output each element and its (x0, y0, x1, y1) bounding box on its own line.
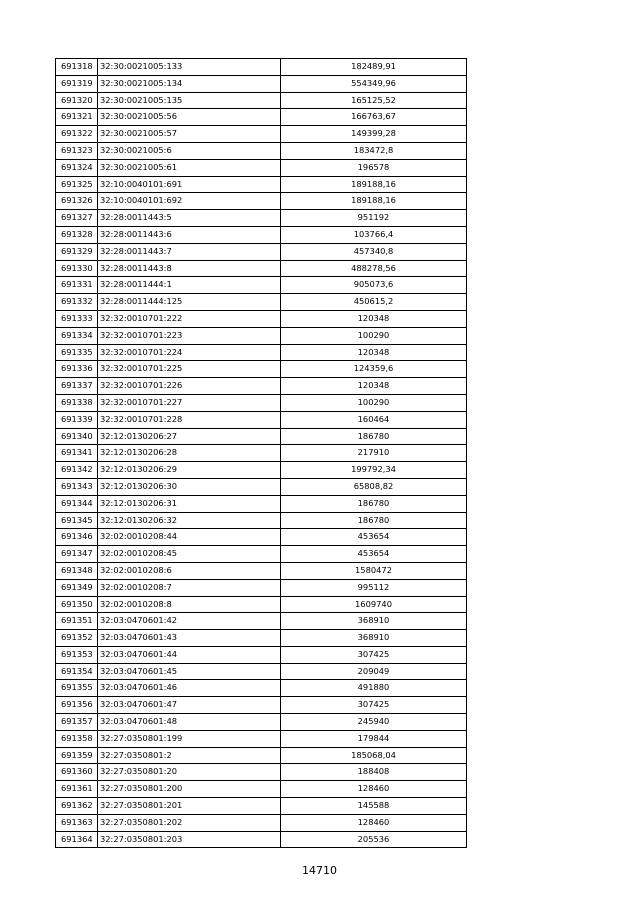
page-number: 14710 (302, 864, 337, 877)
row-id-cell: 691337 (56, 378, 98, 395)
table-row (56, 294, 467, 311)
value-cell: 189188,16 (281, 176, 467, 193)
value-cell: 951192 (281, 210, 467, 227)
row-id-cell: 691354 (56, 663, 98, 680)
row-id-cell: 691323 (56, 142, 98, 159)
table-row (56, 75, 467, 92)
cadastral-number-cell: 32:30:0021005:56 (98, 109, 281, 126)
table-row (56, 714, 467, 731)
cadastral-number-cell: 32:30:0021005:133 (98, 59, 281, 76)
cadastral-number-cell: 32:30:0021005:134 (98, 75, 281, 92)
cadastral-number-cell: 32:03:0470601:44 (98, 646, 281, 663)
value-cell: 185068,04 (281, 747, 467, 764)
value-cell: 307425 (281, 697, 467, 714)
value-cell: 995112 (281, 579, 467, 596)
value-cell: 120348 (281, 310, 467, 327)
row-id-cell: 691351 (56, 613, 98, 630)
row-id-cell: 691329 (56, 243, 98, 260)
row-id-cell: 691321 (56, 109, 98, 126)
table-row (56, 646, 467, 663)
row-id-cell: 691357 (56, 714, 98, 731)
table-row (56, 327, 467, 344)
cadastral-number-cell: 32:27:0350801:199 (98, 730, 281, 747)
cadastral-number-cell: 32:32:0010701:226 (98, 378, 281, 395)
table-row (56, 579, 467, 596)
cadastral-number-cell: 32:02:0010208:6 (98, 562, 281, 579)
value-cell: 166763,67 (281, 109, 467, 126)
cadastral-number-cell: 32:10:0040101:692 (98, 193, 281, 210)
cadastral-number-cell: 32:12:0130206:27 (98, 428, 281, 445)
cadastral-number-cell: 32:32:0010701:227 (98, 394, 281, 411)
cadastral-number-cell: 32:03:0470601:42 (98, 613, 281, 630)
value-cell: 186780 (281, 495, 467, 512)
table-row (56, 142, 467, 159)
row-id-cell: 691336 (56, 361, 98, 378)
value-cell: 103766,4 (281, 226, 467, 243)
row-id-cell: 691352 (56, 630, 98, 647)
value-cell: 128460 (281, 814, 467, 831)
cadastral-number-cell: 32:02:0010208:45 (98, 546, 281, 563)
table-row (56, 630, 467, 647)
value-cell: 160464 (281, 411, 467, 428)
row-id-cell: 691326 (56, 193, 98, 210)
table-row (56, 495, 467, 512)
row-id-cell: 691320 (56, 92, 98, 109)
table-row (56, 193, 467, 210)
value-cell: 124359,6 (281, 361, 467, 378)
value-cell: 1580472 (281, 562, 467, 579)
table-row (56, 596, 467, 613)
table-row (56, 730, 467, 747)
row-id-cell: 691322 (56, 126, 98, 143)
value-cell: 205536 (281, 831, 467, 848)
value-cell: 188408 (281, 764, 467, 781)
row-id-cell: 691319 (56, 75, 98, 92)
table-row (56, 260, 467, 277)
cadastral-number-cell: 32:32:0010701:228 (98, 411, 281, 428)
table-row (56, 613, 467, 630)
table-row (56, 126, 467, 143)
cadastral-number-cell: 32:32:0010701:223 (98, 327, 281, 344)
row-id-cell: 691349 (56, 579, 98, 596)
table-row (56, 59, 467, 76)
cadastral-number-cell: 32:28:0011444:1 (98, 277, 281, 294)
cadastral-number-cell: 32:02:0010208:7 (98, 579, 281, 596)
cadastral-number-cell: 32:12:0130206:31 (98, 495, 281, 512)
table-row (56, 798, 467, 815)
row-id-cell: 691364 (56, 831, 98, 848)
table-row (56, 445, 467, 462)
row-id-cell: 691359 (56, 747, 98, 764)
cadastral-number-cell: 32:03:0470601:48 (98, 714, 281, 731)
cadastral-number-cell: 32:27:0350801:201 (98, 798, 281, 815)
row-id-cell: 691356 (56, 697, 98, 714)
value-cell: 368910 (281, 613, 467, 630)
table-row (56, 310, 467, 327)
cadastral-number-cell: 32:03:0470601:45 (98, 663, 281, 680)
row-id-cell: 691327 (56, 210, 98, 227)
cadastral-number-cell: 32:28:0011443:5 (98, 210, 281, 227)
row-id-cell: 691347 (56, 546, 98, 563)
cadastral-number-cell: 32:27:0350801:200 (98, 781, 281, 798)
table-row (56, 210, 467, 227)
cadastral-number-cell: 32:02:0010208:44 (98, 529, 281, 546)
value-cell: 120348 (281, 378, 467, 395)
cadastral-number-cell: 32:12:0130206:32 (98, 512, 281, 529)
row-id-cell: 691350 (56, 596, 98, 613)
value-cell: 186780 (281, 512, 467, 529)
table-row (56, 277, 467, 294)
cadastral-number-cell: 32:32:0010701:224 (98, 344, 281, 361)
value-cell: 186780 (281, 428, 467, 445)
value-cell: 368910 (281, 630, 467, 647)
cadastral-number-cell: 32:32:0010701:225 (98, 361, 281, 378)
row-id-cell: 691335 (56, 344, 98, 361)
value-cell: 65808,82 (281, 478, 467, 495)
row-id-cell: 691342 (56, 462, 98, 479)
row-id-cell: 691346 (56, 529, 98, 546)
row-id-cell: 691353 (56, 646, 98, 663)
table-row (56, 109, 467, 126)
cadastral-number-cell: 32:27:0350801:203 (98, 831, 281, 848)
table-row (56, 462, 467, 479)
cadastral-number-cell: 32:03:0470601:47 (98, 697, 281, 714)
value-cell: 100290 (281, 327, 467, 344)
value-cell: 307425 (281, 646, 467, 663)
row-id-cell: 691338 (56, 394, 98, 411)
row-id-cell: 691332 (56, 294, 98, 311)
cadastral-number-cell: 32:30:0021005:57 (98, 126, 281, 143)
value-cell: 905073,6 (281, 277, 467, 294)
table-row (56, 243, 467, 260)
value-cell: 182489,91 (281, 59, 467, 76)
table-row (56, 814, 467, 831)
row-id-cell: 691341 (56, 445, 98, 462)
row-id-cell: 691363 (56, 814, 98, 831)
table-row (56, 529, 467, 546)
table-row (56, 764, 467, 781)
cadastral-number-cell: 32:30:0021005:135 (98, 92, 281, 109)
value-cell: 189188,16 (281, 193, 467, 210)
table-row (56, 411, 467, 428)
table-row (56, 781, 467, 798)
table-row (56, 663, 467, 680)
cadastral-number-cell: 32:30:0021005:6 (98, 142, 281, 159)
table-row (56, 428, 467, 445)
cadastral-number-cell: 32:32:0010701:222 (98, 310, 281, 327)
value-cell: 457340,8 (281, 243, 467, 260)
table-row (56, 512, 467, 529)
value-cell: 491880 (281, 680, 467, 697)
row-id-cell: 691360 (56, 764, 98, 781)
table-row (56, 92, 467, 109)
row-id-cell: 691324 (56, 159, 98, 176)
table-row (56, 562, 467, 579)
value-cell: 245940 (281, 714, 467, 731)
value-cell: 554349,96 (281, 75, 467, 92)
row-id-cell: 691345 (56, 512, 98, 529)
cadastral-number-cell: 32:28:0011443:7 (98, 243, 281, 260)
cadastral-number-cell: 32:27:0350801:2 (98, 747, 281, 764)
value-cell: 199792,34 (281, 462, 467, 479)
cadastral-number-cell: 32:28:0011443:8 (98, 260, 281, 277)
cadastral-number-cell: 32:27:0350801:20 (98, 764, 281, 781)
cadastral-number-cell: 32:30:0021005:61 (98, 159, 281, 176)
value-cell: 183472,8 (281, 142, 467, 159)
value-cell: 209049 (281, 663, 467, 680)
table-body (56, 59, 467, 848)
table-row (56, 747, 467, 764)
table-row (56, 344, 467, 361)
cadastral-number-cell: 32:12:0130206:29 (98, 462, 281, 479)
value-cell: 217910 (281, 445, 467, 462)
row-id-cell: 691333 (56, 310, 98, 327)
cadastral-number-cell: 32:10:0040101:691 (98, 176, 281, 193)
row-id-cell: 691344 (56, 495, 98, 512)
value-cell: 165125,52 (281, 92, 467, 109)
cadastral-number-cell: 32:12:0130206:30 (98, 478, 281, 495)
cadastral-number-cell: 32:03:0470601:46 (98, 680, 281, 697)
value-cell: 128460 (281, 781, 467, 798)
cadastral-number-cell: 32:12:0130206:28 (98, 445, 281, 462)
value-cell: 145588 (281, 798, 467, 815)
data-table (55, 58, 467, 848)
row-id-cell: 691340 (56, 428, 98, 445)
cadastral-number-cell: 32:28:0011443:6 (98, 226, 281, 243)
table-row (56, 680, 467, 697)
value-cell: 453654 (281, 546, 467, 563)
cadastral-number-cell: 32:02:0010208:8 (98, 596, 281, 613)
value-cell: 120348 (281, 344, 467, 361)
row-id-cell: 691358 (56, 730, 98, 747)
table-row (56, 176, 467, 193)
row-id-cell: 691348 (56, 562, 98, 579)
value-cell: 488278,56 (281, 260, 467, 277)
table-row (56, 697, 467, 714)
row-id-cell: 691328 (56, 226, 98, 243)
row-id-cell: 691330 (56, 260, 98, 277)
value-cell: 453654 (281, 529, 467, 546)
cadastral-number-cell: 32:28:0011444:125 (98, 294, 281, 311)
value-cell: 149399,28 (281, 126, 467, 143)
row-id-cell: 691355 (56, 680, 98, 697)
value-cell: 450615,2 (281, 294, 467, 311)
row-id-cell: 691362 (56, 798, 98, 815)
row-id-cell: 691325 (56, 176, 98, 193)
row-id-cell: 691339 (56, 411, 98, 428)
value-cell: 1609740 (281, 596, 467, 613)
row-id-cell: 691318 (56, 59, 98, 76)
table-row (56, 394, 467, 411)
table-row (56, 478, 467, 495)
table-row (56, 378, 467, 395)
cadastral-number-cell: 32:03:0470601:43 (98, 630, 281, 647)
value-cell: 100290 (281, 394, 467, 411)
row-id-cell: 691331 (56, 277, 98, 294)
table-row (56, 546, 467, 563)
row-id-cell: 691361 (56, 781, 98, 798)
row-id-cell: 691343 (56, 478, 98, 495)
value-cell: 196578 (281, 159, 467, 176)
cadastral-number-cell: 32:27:0350801:202 (98, 814, 281, 831)
value-cell: 179844 (281, 730, 467, 747)
table-row (56, 361, 467, 378)
table-row (56, 159, 467, 176)
row-id-cell: 691334 (56, 327, 98, 344)
table-row (56, 226, 467, 243)
table-row (56, 831, 467, 848)
